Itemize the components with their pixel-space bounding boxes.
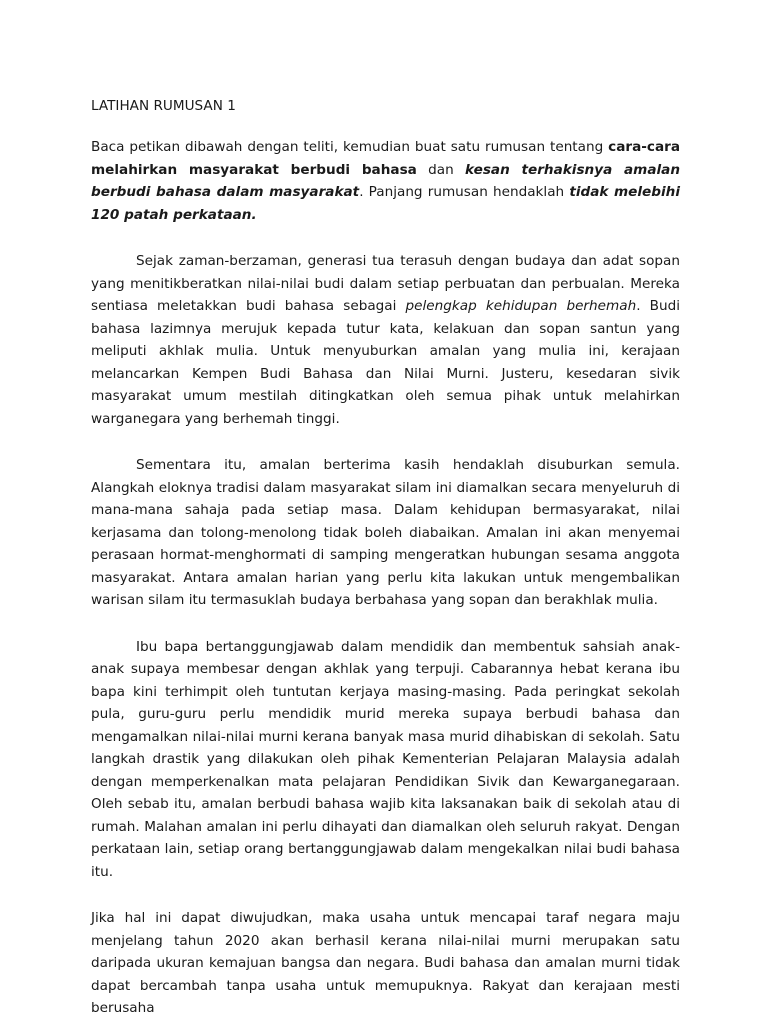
passage-paragraph-3: Ibu bapa bertanggungjawab dalam mendidik dan membentuk sahsiah anak-anak supaya membesar dengan akhlak yang terpuji. Cabarannya hebat kerana ibu bapa kini terhimpit oleh tuntutan kerjaya masing-masing. Pada peringkat sekolah pula, guru-guru perlu mendidik murid mereka supaya berbudi bahasa dan mengamalkan nilai-nilai murni kerana banyak masa murid dihabiskan di sekolah. Satu langkah drastik yang dilakukan oleh pihak Kementerian Pelajaran Malaysia adalah dengan memperkenalkan mata pelajaran Pendidikan Sivik dan Kewarganegaraan. Oleh sebab itu, amalan berbudi bahasa wajib kita laksanakan baik di sekolah atau di rumah. Malahan amalan ini perlu dihayati dan diamalkan oleh seluruh rakyat. Dengan perkataan lain, setiap orang bertanggungjawab dalam mengekalkan nilai budi bahasa itu. [91, 638, 680, 880]
instructions-word-limit: tidak melebihi 120 patah perkataan. [91, 184, 681, 223]
page-title: LATIHAN RUMUSAN 1 [91, 98, 236, 114]
passage-paragraph-2: Sementara itu, amalan berterima kasih hendaklah disuburkan semula. Alangkah eloknya tradisi dalam masyarakat silam ini diamalkan secara menyeluruh di mana-mana sahaja pada setiap masa. Dalam kehidupan bermasyarakat, nilai kerjasama dan tolong-menolong tidak boleh diabaikan. Amalan ini akan menyemai perasaan hormat-menghormati di samping mengeratkan hubungan sesama anggota masyarakat. Antara amalan harian yang perlu kita lakukan untuk mengembalikan warisan silam itu termasuklah budaya berbahasa yang sopan dan berakhlak mulia. [91, 457, 680, 608]
instructions-bold-topic-2: kesan terhakisnya amalan berbudi bahasa dalam masyarakat [91, 161, 681, 200]
paragraph-1-text-b: . Budi bahasa lazimnya merujuk kepada tutur kata, kelakuan dan sopan santun yang meliputi akhlak mulia. Untuk menyuburkan amalan yang mulia ini, kerajaan melancarkan Kempen Budi Bahasa dan Nilai Murni. Justeru, kesedaran sivik masyarakat umum mestilah ditingkatkan oleh semua pihak untuk melahirkan warganegara yang berhemah tinggi. [91, 298, 681, 427]
instructions-bold-topic-1: cara-cara melahirkan masyarakat berbudi bahasa [91, 139, 680, 178]
instructions-text-2: dan [416, 161, 466, 178]
paragraph-1-italic: pelengkap kehidupan berhemah [405, 298, 637, 314]
passage-paragraph-1 [91, 250, 680, 430]
paragraph-1-text-a: Sejak zaman-berzaman, generasi tua terasuh dengan budaya dan adat sopan yang menitikberatkan nilai-nilai budi dalam setiap perbuatan dan perbualan. Mereka sentiasa meletakkan budi bahasa sebagai [91, 253, 680, 314]
instructions-text-3: . Panjang rumusan hendaklah [359, 184, 570, 200]
passage-paragraph-4: Jika hal ini dapat diwujudkan, maka usaha untuk mencapai taraf negara maju menjelang tahun 2020 akan berhasil kerana nilai-nilai murni merupakan satu daripada ukuran kemajuan bangsa dan negara. Budi bahasa dan amalan murni tidak dapat bercambah tanpa usaha untuk memupuknya. Rakyat dan kerajaan mesti berusaha [91, 910, 680, 1016]
instructions-text-1: Baca petikan dibawah dengan teliti, kemudian buat satu rumusan tentang [91, 139, 609, 155]
instructions-paragraph [91, 136, 680, 226]
